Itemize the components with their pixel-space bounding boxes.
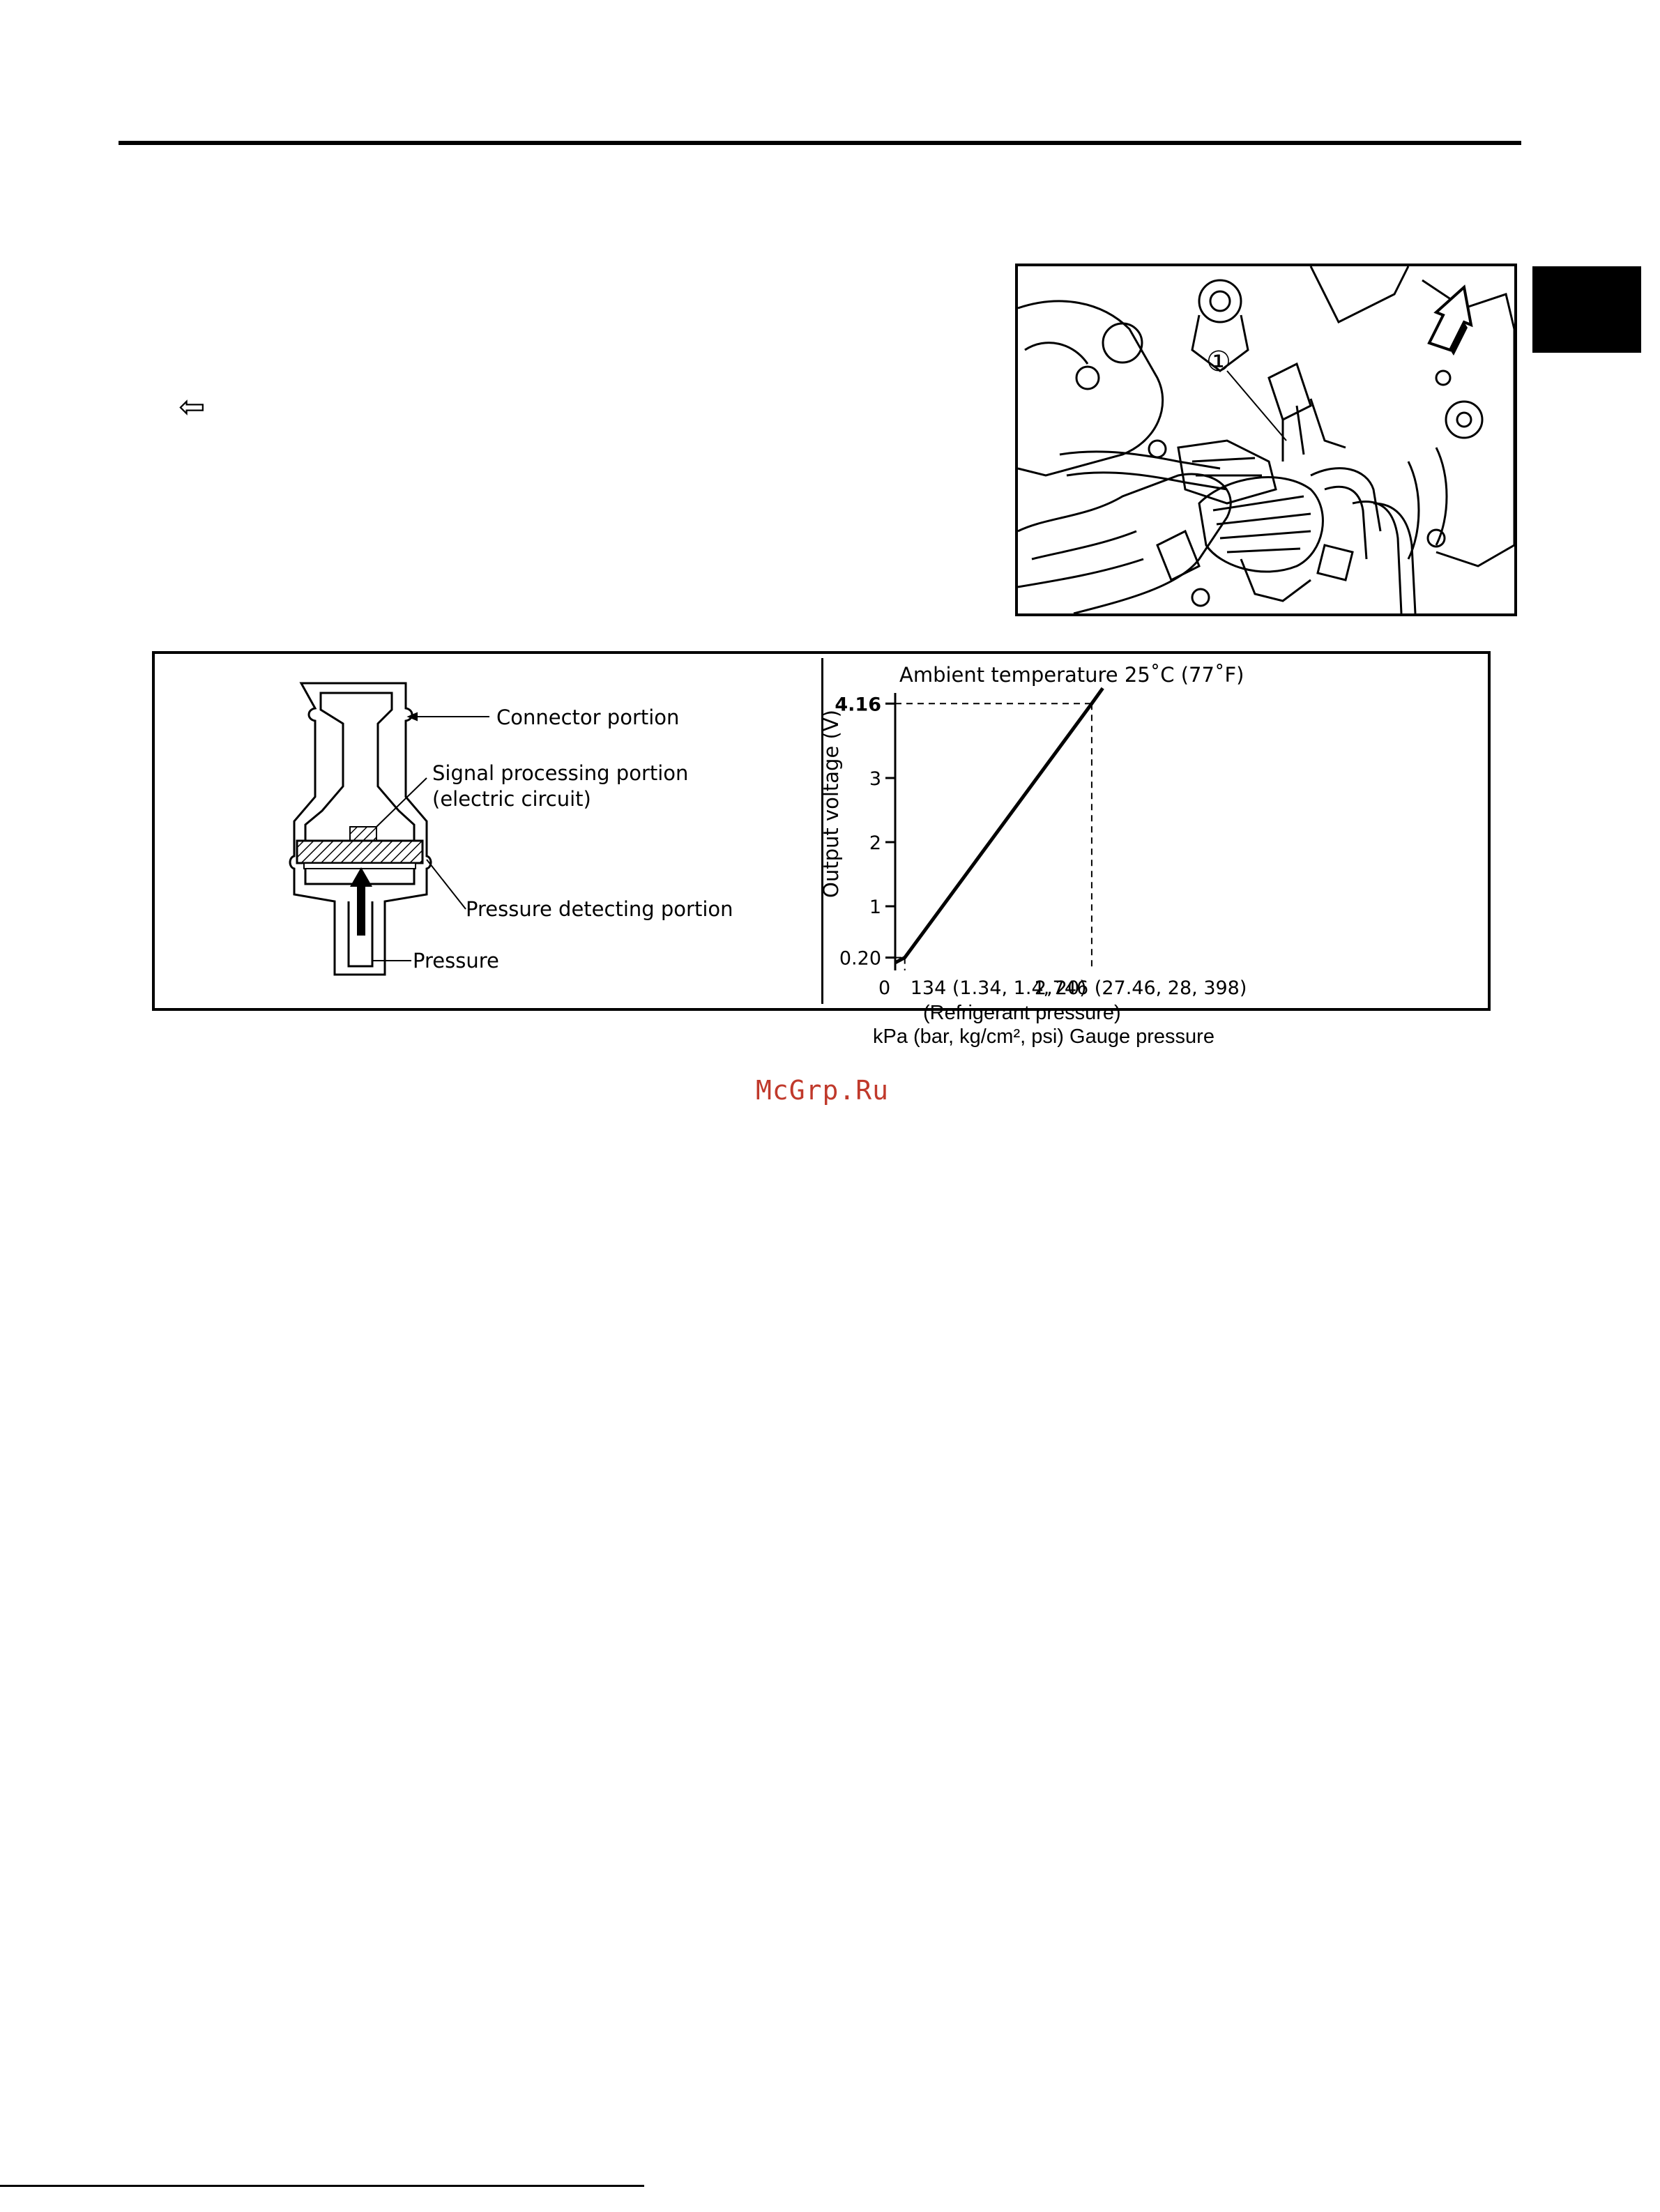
chart-title: Ambient temperature 25˚C (77˚F) <box>899 663 1244 687</box>
label-pressure: Pressure <box>413 949 499 972</box>
output-voltage-chart <box>819 654 1488 1048</box>
series-line-0 <box>895 688 1103 963</box>
engine-bay-drawing <box>1018 266 1514 613</box>
y-tick-label-1: 1 <box>869 897 881 918</box>
label-signal-processing: Signal processing portion <box>432 761 689 785</box>
top-rule <box>119 141 1521 145</box>
y-tick-label-0: 0.20 <box>839 947 881 970</box>
sensor-location-illustration <box>1015 264 1517 616</box>
label-connector-portion: Connector portion <box>496 705 680 729</box>
x-tick-label-2746: 2,746 (27.46, 28, 398) <box>1034 977 1247 999</box>
sensor-cross-section <box>155 654 821 1008</box>
label-pressure-detecting: Pressure detecting portion <box>466 897 733 921</box>
bottom-rule <box>0 2185 644 2187</box>
x-origin-label: 0 <box>878 977 891 999</box>
y-tick-label-3: 3 <box>869 768 881 790</box>
x-axis-label-1: (Refrigerant pressure) <box>923 1002 1121 1024</box>
front-arrow-icon: ⇦ <box>178 388 206 425</box>
y-tick-label-2: 2 <box>869 832 881 854</box>
section-tab <box>1532 266 1641 353</box>
x-tick-label-134: 134 (1.34, 1.4, 20) <box>910 977 1087 999</box>
y-tick-label-4: 4.16 <box>835 694 881 716</box>
callout-number: ① <box>1206 346 1231 378</box>
series-group <box>895 688 1103 963</box>
sensor-figure <box>152 651 1491 1048</box>
label-electric-circuit: (electric circuit) <box>432 787 591 811</box>
watermark: McGrp.Ru <box>756 1075 890 1106</box>
x-axis-label-2: kPa (bar, kg/cm², psi) Gauge pressure <box>873 1025 1214 1048</box>
y-ticks <box>835 694 895 969</box>
y-axis-label: Output voltage (V) <box>819 710 843 898</box>
